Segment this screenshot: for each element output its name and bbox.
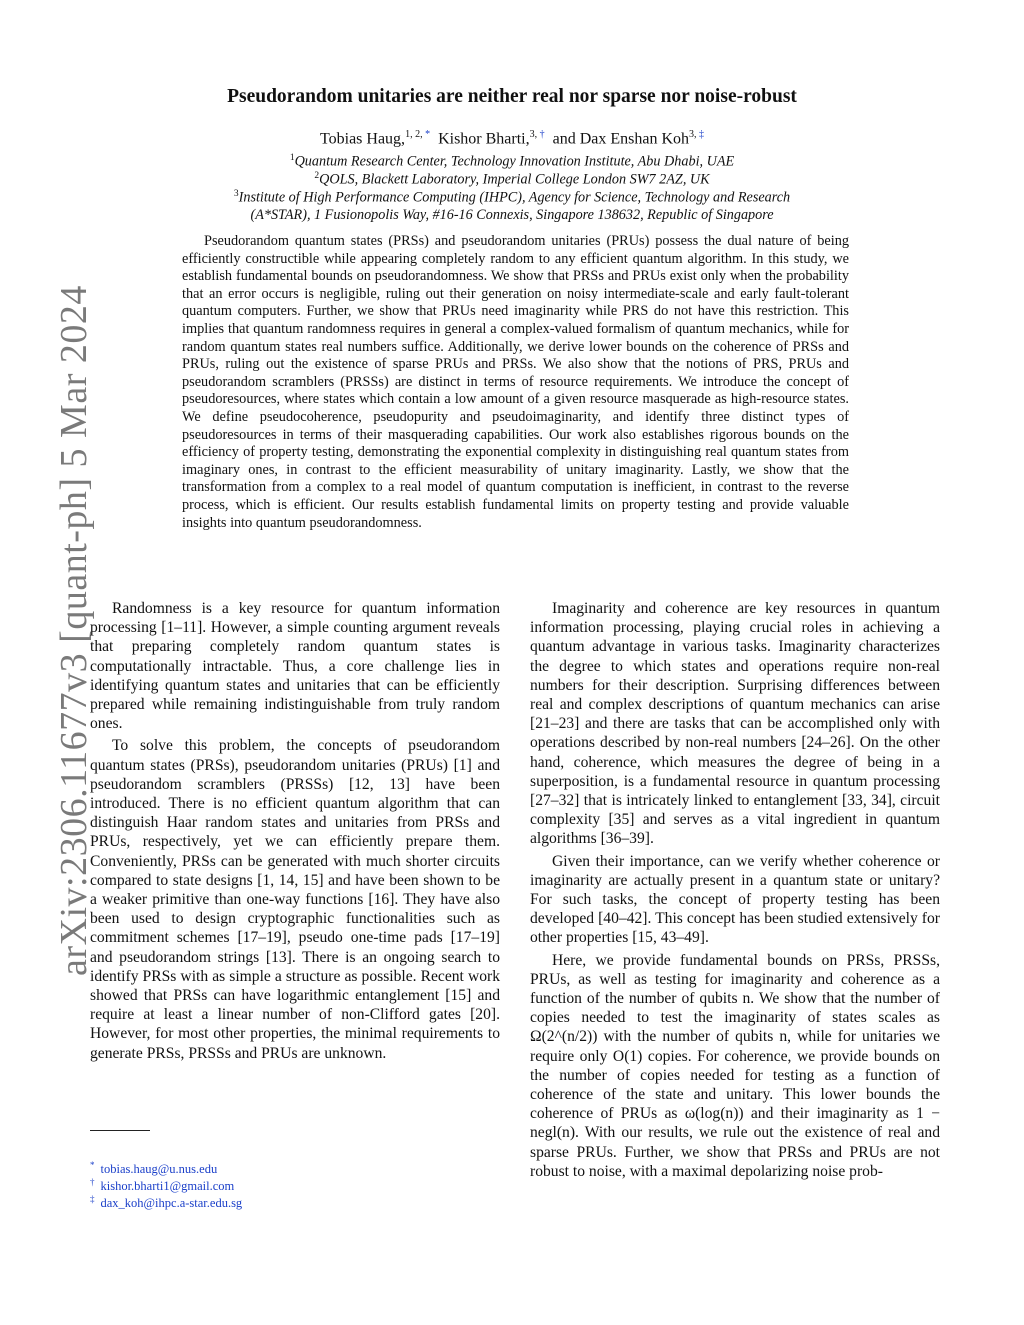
- footnote-mark: †: [90, 1177, 95, 1187]
- arxiv-sidebar-stamp: arXiv:2306.11677v3 [quant-ph] 5 Mar 2024: [53, 285, 95, 976]
- affiliation-line: [0, 171, 1024, 189]
- paragraph: Randomness is a key resource for quantum information processing [1–11]. However, a simple counting argument reveals that preparing completely random quantum states is computationally intractable. Thus, a core challenge lies in identifying quantum states and unitaries that can be efficiently prepared while remaining indistinguishable from truly random ones.: [90, 600, 500, 733]
- affiliation-text: (A*STAR), 1 Fusionopolis Way, #16-16 Connexis, Singapore 138632, Republic of Singapore: [250, 207, 774, 223]
- footnote-mark: ‡: [90, 1194, 95, 1204]
- affiliation-line: [0, 207, 1024, 224]
- paragraph: Here, we provide fundamental bounds on PRSs, PRSSs, PRUs, as well as testing for imaginarity and coherence as a function of the number of qubits n. We show that the number of copies needed to test the imaginarity of states scales as Ω(2^(n/2)) with the number of qubits n, while for unitaries we require only O(1) copies. For coherence, we provide bounds on the number of copies needed for testing as a function of coherence of the state and unitary. This lower bounds the coherence of PRUs as ω(log(n)) and their imaginarity as 1 − negl(n). With our results, we rule out the existence of real and sparse PRUs. Further, we show that PRSs and PRUs are not robust to noise, with a maximal depolarizing noise prob-: [530, 951, 940, 1180]
- body-column-right: [530, 599, 940, 1184]
- paragraph: To solve this problem, the concepts of pseudorandom quantum states (PRSs), pseudorandom unitaries (PRUs) [1] and pseudorandom scramblers (PRSSs) [12, 13] have been introduced. There is no efficient quantum algorithm that can distinguish Haar random states and unitaries from PRSs and PRUs, respectively, yet we can efficiently prepare them. Conveniently, PRSs can be generated with much shorter circuits compared to state designs [1, 14, 15] and have been shown to be a weaker primitive than one-way functions [16]. They have also been used to design cryptographic functionalities such as commitment schemes [17–19], pseudo one-time pads [17–19] and pseudorandom strings [13]. There is an ongoing search to identify PRSs with as simple a structure as possible. Recent work showed that PRSs can have logarithmic entanglement [15] and require at least a linear number of non-Clifford gates [20]. However, for most other properties, the minimal requirements to generate PRSs, PRSSs and PRUs are unknown.: [90, 737, 500, 1062]
- author-name: Dax Enshan Koh: [579, 130, 690, 148]
- affiliation-number: 3: [233, 189, 239, 199]
- affiliation-text: Institute of High Performance Computing (IHPC), Agency for Science, Technology and Research: [238, 189, 791, 206]
- footnote: [90, 1160, 217, 1177]
- email-link[interactable]: tobias.haug@u.nus.edu: [100, 1162, 218, 1177]
- affiliation-line: [0, 189, 1024, 207]
- footnote: [90, 1177, 234, 1194]
- footnote: [90, 1194, 242, 1211]
- author-affil-index: 3,: [689, 129, 700, 140]
- email-link[interactable]: dax_koh@ihpc.a-star.edu.sg: [100, 1196, 243, 1211]
- paragraph: Imaginarity and coherence are key resources in quantum information processing, playing crucial roles in achieving a quantum advantage in various tasks. Imaginarity characterizes the degree to which states and operations require non-real numbers for their description. Surprising differences between real and complex descriptions of quantum mechanics can arise [21–23] and there are tasks that can be accomplished only with operations described by non-real numbers [24–26]. On the other hand, coherence, which measures the degree of being in a superposition, is a fundamental resource in quantum processing [27–32] that is intricately linked to entanglement [33, 34], circuit complexity [35] and serves as a vital ingredient in quantum algorithms [36–39].: [530, 600, 940, 848]
- paragraph: Given their importance, can we verify whether coherence or imaginarity are actually present in a quantum state or unitary? For such tasks, the concept of property testing has been developed [40–42]. This concept has been studied extensively for other properties [15, 43–49].: [530, 852, 940, 947]
- affiliation-number: 1: [289, 153, 295, 163]
- affiliation-text: QOLS, Blackett Laboratory, Imperial College London SW7 2AZ, UK: [319, 171, 710, 188]
- abstract: Pseudorandom quantum states (PRSs) and pseudorandom unitaries (PRUs) possess the dual nature of being efficiently constructible while appearing completely random to any efficient quantum algorithm. In this study, we establish fundamental bounds on pseudorandomness. We show that PRSs and PRUs exist only when the probability that an error occurs is negligible, ruling out their generation on noisy intermediate-scale and early fault-tolerant quantum computers. Further, we show that PRUs need imaginarity while PRS do not have this restriction. This implies that quantum randomness requires in general a complex-valued formalism of quantum mechanics, while for random quantum states real numbers suffice. Additionally, we derive lower bounds on the coherence of PRSs and PRUs, ruling out the existence of sparse PRUs and PRSs. We also show that the notions of PRS, PRUs and pseudorandom scramblers (PRSSs) are distinct in terms of resource requirements. We introduce the concept of pseudoresources, where states which contain a low amount of a given resource masquerade as high-resource states. We define pseudocoherence, pseudopurity and pseudoimaginarity, and identify three distinct types of pseudoresources in terms of their masquerading capabilities. Our work also establishes rigorous bounds on the efficiency of property testing, demonstrating the exponential complexity in distinguishing real quantum states from imaginary ones, in contrast to the efficient measurability of unitary imaginarity. Lastly, we show that the transformation from a complex to a real model of quantum computation is inefficient, in contrast to the reverse process, which is efficient. Our results establish fundamental limits on property testing and provide valuable insights into quantum pseudorandomness.: [182, 233, 849, 531]
- footnote-divider: [90, 1130, 150, 1131]
- email-link[interactable]: kishor.bharti1@gmail.com: [100, 1179, 235, 1194]
- author-name: Tobias Haug,: [319, 130, 406, 148]
- footnote-link[interactable]: *: [425, 129, 431, 140]
- affiliation-number: 2: [314, 171, 320, 181]
- body-column-left: [90, 599, 500, 1066]
- paper-title: Pseudorandom unitaries are neither real nor sparse nor noise-robust: [227, 86, 797, 107]
- footnote-mark: *: [90, 1160, 95, 1170]
- author-list: [0, 129, 1024, 148]
- author-affil-index: 3,: [529, 129, 540, 140]
- affiliation-line: [0, 153, 1024, 171]
- affiliation-text: Quantum Research Center, Technology Innovation Institute, Abu Dhabi, UAE: [294, 153, 735, 170]
- author-name: Kishor Bharti,: [438, 130, 530, 148]
- author-affil-index: 1, 2,: [405, 129, 426, 140]
- footnote-link[interactable]: ‡: [699, 129, 705, 140]
- author-conjunction: and: [552, 130, 576, 148]
- footnote-link[interactable]: †: [539, 129, 545, 140]
